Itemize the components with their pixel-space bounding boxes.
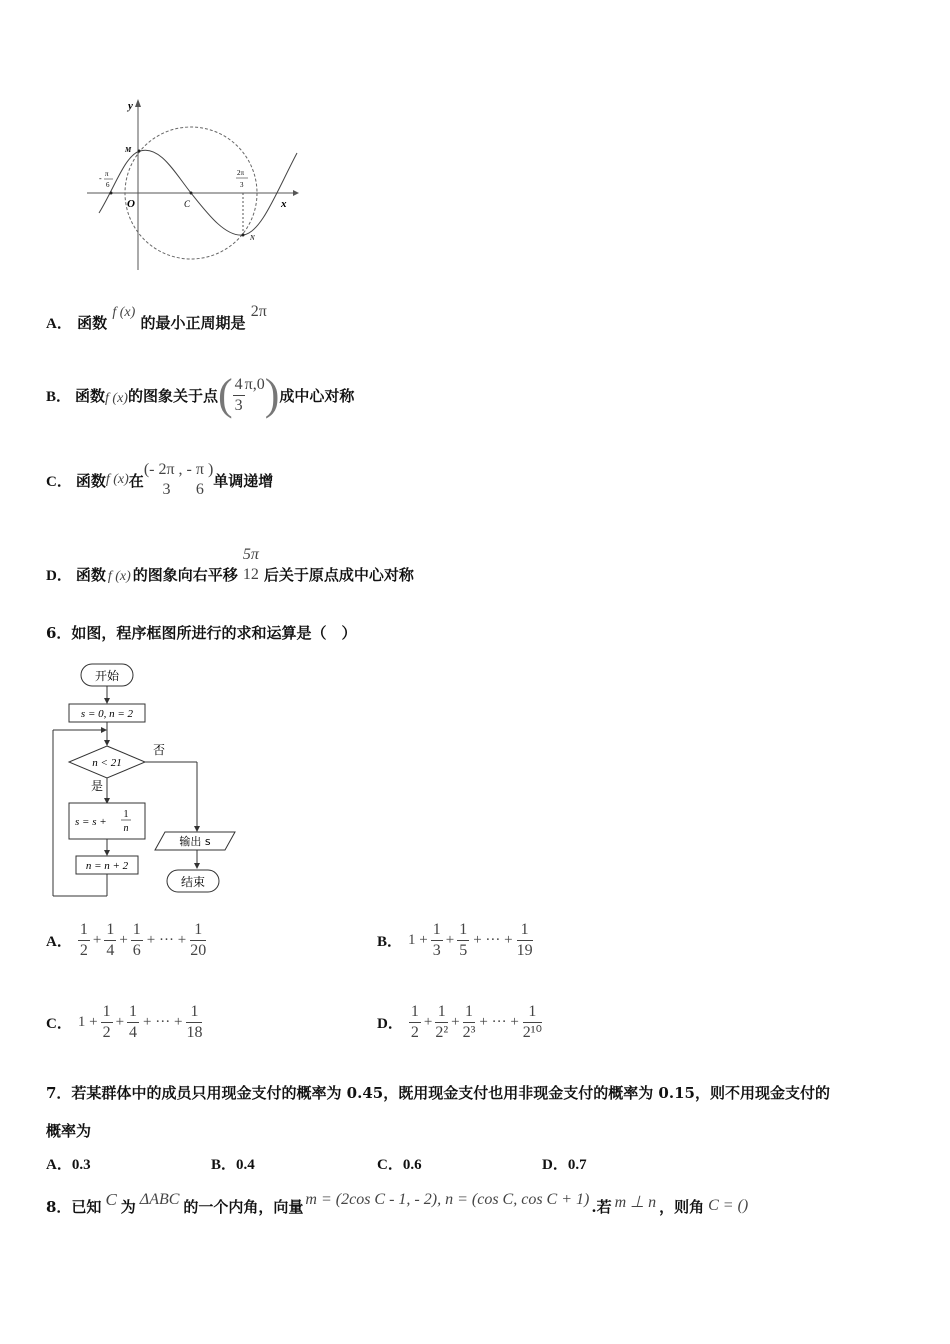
m-label: M bbox=[125, 146, 132, 154]
fraction: 5π 12 bbox=[242, 546, 259, 583]
q5-option-b[interactable]: B． 函数 f (x) 的图象关于点 ( $\frac{4}{3}$ π,0 ) 成中心对称 bbox=[46, 370, 355, 419]
point-c bbox=[190, 192, 193, 195]
q5-option-d[interactable]: D． 函数 f (x) 的图象向右平移 5π 12 后关于原点成中心对称 bbox=[46, 546, 414, 584]
sine-graph bbox=[85, 95, 315, 280]
q7-line1: 7．若某群体中的成员只用现金支付的概率为 0.45，既用现金支付也用非现金支付的概率为 0.15，则不用现金支付的 bbox=[46, 1084, 830, 1102]
n-label: N bbox=[250, 234, 255, 242]
cond-text: n < 21 bbox=[92, 757, 122, 769]
q7-option-a[interactable]: A．0.3 bbox=[46, 1157, 91, 1173]
x-label: x bbox=[281, 198, 287, 210]
y-label: y bbox=[128, 100, 133, 112]
neg-pi-num: π bbox=[105, 170, 109, 178]
q7-option-c[interactable]: C．0.6 bbox=[377, 1157, 422, 1173]
update-s-text: s = s + bbox=[75, 816, 107, 828]
two-pi-den: 3 bbox=[240, 181, 244, 189]
neg-pi-den: 6 bbox=[106, 181, 110, 189]
point-m bbox=[138, 150, 141, 153]
c-label: C bbox=[184, 199, 191, 209]
q7-option-d[interactable]: D．0.7 bbox=[542, 1157, 587, 1173]
no-label: 否 bbox=[153, 743, 166, 757]
q6-stem: 6．如图，程序框图所进行的求和运算是（ ） bbox=[46, 624, 357, 642]
fraction: 2π 3 bbox=[158, 461, 175, 498]
update-n-text: n = n + 2 bbox=[85, 860, 129, 872]
fx: f (x) bbox=[112, 305, 136, 320]
fraction: π 6 bbox=[195, 461, 204, 498]
q5-option-a[interactable]: A． 函数 f (x) 的最小正周期是 2π bbox=[46, 303, 267, 332]
origin-label: O bbox=[127, 198, 135, 210]
two-pi-num: 2π bbox=[237, 169, 245, 177]
q7-option-b[interactable]: B．0.4 bbox=[211, 1157, 255, 1173]
q5-option-c[interactable]: C． 函数 f (x) 在 (- 2π 3 , - π 6 ) 单调递增 bbox=[46, 461, 274, 498]
fraction: $\frac{4}{3}$ bbox=[234, 375, 243, 414]
point-n bbox=[242, 234, 245, 237]
neg-sign: - bbox=[99, 174, 102, 183]
flowchart bbox=[45, 660, 245, 902]
q6-option-b[interactable]: B． 1 + $\frac{1}{3}$ + $\frac{1}{5}$ + ··· + $\frac{1}{19}$ bbox=[377, 920, 533, 959]
q6-option-a[interactable]: A． $\frac{1}{2}$ + $\frac{1}{4}$ + $\frac{1}{6}$ + ··· + $\frac{1}{20}$ bbox=[46, 920, 207, 959]
start-text: 开始 bbox=[94, 669, 120, 683]
end-text: 结束 bbox=[180, 875, 206, 889]
q6-option-d[interactable]: D． $\frac{1}{2}$ + $\frac{1}{\text{2²}}$ + $\frac{1}{\text{2³}}$ + ··· + $\frac{1}{\text{2¹⁰}}$ bbox=[377, 1002, 542, 1041]
point-neg bbox=[110, 192, 113, 195]
q7-line2: 概率为 bbox=[46, 1122, 92, 1140]
yes-label: 是 bbox=[91, 779, 104, 793]
y-axis-arrow bbox=[135, 99, 141, 107]
output-text: 输出 s bbox=[179, 835, 211, 848]
q6-option-c[interactable]: C． 1 + $\frac{1}{2}$ + $\frac{1}{4}$ + ··· + $\frac{1}{18}$ bbox=[46, 1002, 203, 1041]
svg-text:n: n bbox=[123, 823, 129, 834]
svg-text:1: 1 bbox=[123, 809, 129, 820]
q8-stem: 8．已知 C 为 ΔABC 的一个内角，向量 m = (2cos C - 1, - 2), n = (cos C, cos C + 1) .若 m ⊥ n ，则角 C = () bbox=[46, 1190, 749, 1216]
x-axis-arrow bbox=[293, 190, 299, 196]
init-text: s = 0, n = 2 bbox=[80, 708, 134, 720]
